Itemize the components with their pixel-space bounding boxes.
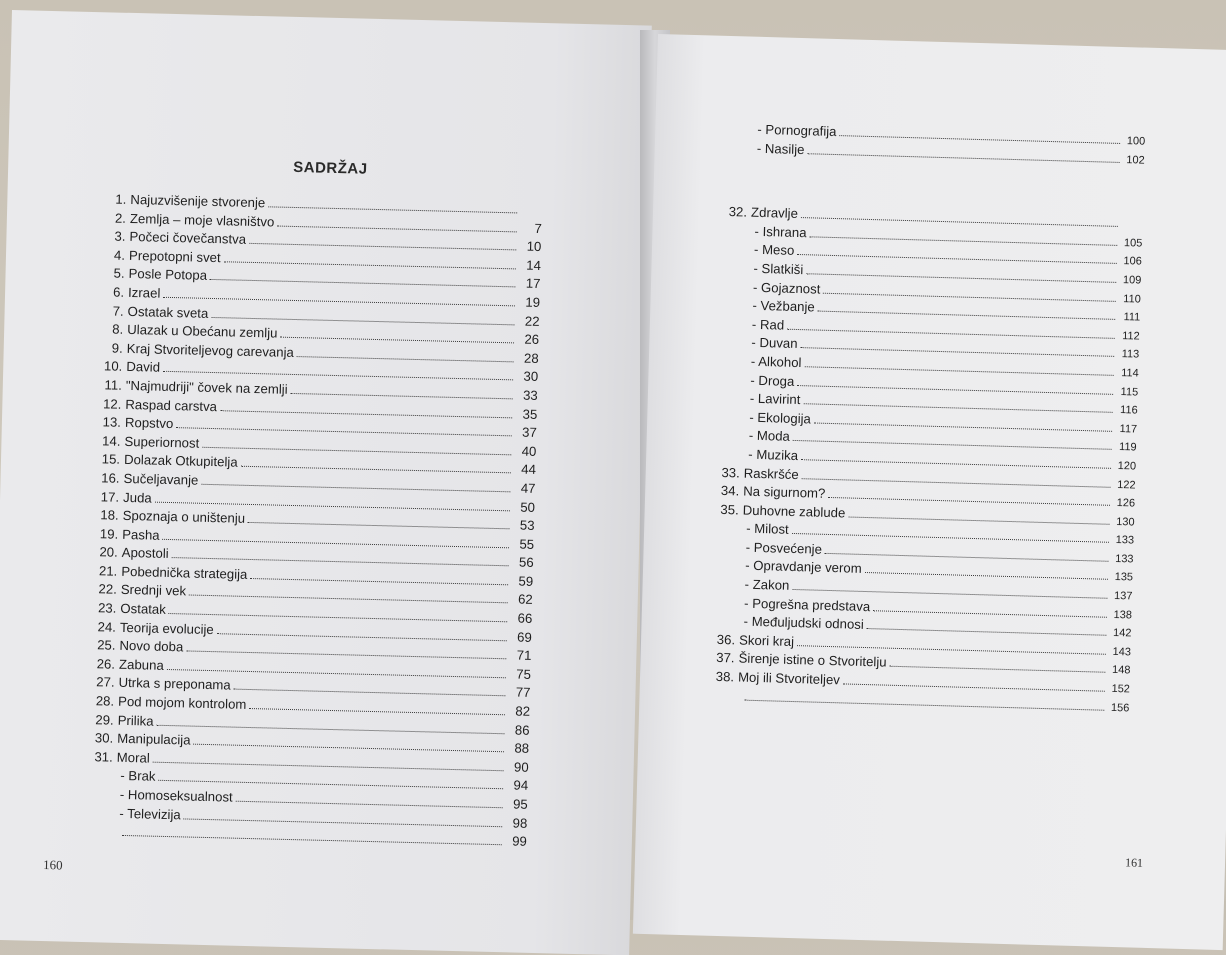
toc-entry-title: Duhovne zablude: [742, 502, 846, 521]
toc-entry-page: 53: [519, 517, 535, 534]
toc-entry-page: 86: [514, 722, 530, 738]
toc-entry-page: 113: [1121, 348, 1140, 361]
toc-entry-page: 75: [516, 666, 532, 682]
toc-entry-page: 117: [1119, 422, 1138, 436]
toc-entry-number: 23.: [97, 600, 117, 616]
dot-leader: [268, 194, 517, 213]
toc-entry-title: Počeci čovečanstva: [129, 229, 247, 247]
toc-entry-page: 122: [1117, 478, 1136, 492]
toc-entry-title: - Opravdanje verom: [744, 558, 862, 577]
toc-entry-page: 88: [514, 740, 530, 757]
toc-entry-title: - Moda: [748, 428, 791, 445]
toc-entry-page: 37: [521, 424, 538, 441]
toc-entry-page: 120: [1117, 459, 1137, 473]
toc-entry-number: 15.: [101, 451, 121, 468]
toc-entry-number: 8.: [112, 321, 124, 337]
toc-entry-number: 20.: [99, 544, 118, 561]
toc-entry-page: 28: [523, 350, 539, 366]
toc-entry-title: - Slatkiši: [753, 260, 804, 278]
toc-entry-number: 34.: [720, 483, 740, 499]
toc-entry-number: 12.: [102, 395, 122, 412]
toc-entry-page: 99: [511, 833, 528, 850]
toc-entry-page: 133: [1115, 534, 1135, 547]
toc-entry-title: Zemlja – moje vlasništvo: [129, 210, 275, 230]
toc-entry-page: 10: [526, 238, 542, 255]
toc-entry-page: 44: [521, 461, 537, 478]
toc-entry-number: 18.: [100, 507, 119, 523]
toc-entry-number: 30.: [94, 730, 114, 746]
toc-entry-page: 90: [513, 759, 529, 775]
toc-entry-title: Dolazak Otkupitelja: [123, 452, 238, 470]
toc-entry-number: 36.: [716, 631, 736, 648]
toc-entry-page: 82: [515, 703, 531, 719]
toc-entry-number: 37.: [716, 650, 735, 666]
toc-entry-page: 111: [1123, 311, 1141, 324]
toc-entry-title: Ropstvo: [124, 415, 174, 432]
toc-entry-page: 148: [1111, 664, 1131, 677]
toc-entry-page: 30: [523, 368, 539, 385]
toc-entry-title: - Zakon: [744, 576, 790, 593]
toc-entry-page: 105: [1123, 236, 1143, 250]
toc-entry-title: - Duvan: [751, 335, 798, 352]
toc-entry-page: 133: [1114, 552, 1134, 566]
toc-entry-title: Superiornost: [124, 433, 200, 451]
toc-entry-number: 6.: [112, 284, 125, 300]
toc-entry-title: Teorija evolucije: [119, 619, 214, 637]
toc-entry-number: 9.: [111, 340, 123, 356]
toc-entry-page: 50: [520, 499, 536, 515]
right-page: [633, 34, 1226, 950]
toc-entry-number: 5.: [113, 265, 125, 282]
toc-entry-page: 47: [520, 480, 536, 496]
toc-entry-number: 10.: [103, 358, 123, 375]
toc-entry-page: 66: [517, 610, 533, 626]
toc-entry-number: 35.: [720, 501, 739, 518]
toc-entry-page: 55: [519, 536, 535, 552]
toc-entry-title: David: [126, 359, 161, 376]
toc-entry-title: Posle Potopa: [128, 266, 208, 284]
toc-entry-page: 56: [518, 554, 534, 571]
toc-entry-page: 71: [516, 647, 532, 664]
toc-entry-title: - Homoseksualnost: [119, 786, 233, 805]
toc-entry-page: 17: [525, 276, 541, 292]
toc-entry-page: 77: [515, 684, 531, 701]
toc-entry-number: 33.: [721, 464, 740, 480]
toc-entry-page: 116: [1119, 404, 1138, 417]
toc-entry-title: Moral: [116, 749, 150, 766]
toc-entry-title: - Milost: [746, 520, 789, 538]
toc-entry-page: 143: [1112, 645, 1132, 659]
toc-entry-number: 16.: [101, 470, 120, 486]
toc-entry-page: 137: [1113, 590, 1133, 603]
toc-entry-number: 19.: [99, 525, 119, 542]
toc-entry-page: [520, 213, 542, 214]
page-number-right: 161: [1124, 855, 1144, 870]
toc-entry-page: 102: [1126, 153, 1145, 167]
toc-entry-page: 109: [1122, 274, 1142, 287]
toc-entry-title: Pod mojom kontrolom: [117, 693, 247, 712]
toc-entry-title: - Meso: [753, 242, 795, 259]
toc-entry-title: Na sigurnom?: [743, 483, 826, 501]
toc-entry-number: 11.: [104, 377, 123, 393]
toc-entry-title: - Ekologija: [749, 409, 812, 427]
toc-entry-title: - Gojaznost: [752, 279, 821, 297]
toc-entry-title: Sučeljavanje: [123, 470, 199, 488]
toc-entry-page: 19: [525, 294, 541, 310]
toc-list-left: [87, 190, 543, 851]
toc-entry-title: Širenje istine o Stvoritelju: [738, 650, 887, 671]
toc-entry-number: 27.: [96, 674, 115, 691]
toc-entry-title: "Najmudriji" čovek na zemlji: [125, 377, 288, 397]
toc-entry-page: 59: [518, 573, 534, 589]
toc-entry-number: 31.: [94, 749, 113, 765]
toc-entry-number: 32.: [728, 204, 748, 220]
toc-entry-title: - Alkohol: [750, 353, 802, 371]
toc-entry-page: 112: [1122, 329, 1140, 343]
toc-entry-title: - Međuljudski odnosi: [743, 613, 865, 633]
toc-entry-title: - Pogrešna predstava: [743, 595, 871, 614]
toc-entry-number: 29.: [95, 711, 114, 728]
toc-list-right: [709, 120, 1145, 717]
toc-entry-page: 62: [517, 592, 533, 608]
toc-entry-number: 26.: [96, 656, 116, 672]
toc-entry-page: 22: [524, 313, 540, 329]
toc-entry-number: 4.: [113, 247, 126, 263]
toc-entry-page: 35: [522, 406, 538, 422]
toc-entry-title: Prilika: [117, 712, 154, 729]
toc-entry-title: Apostoli: [121, 545, 169, 562]
toc-entry-page: 130: [1116, 515, 1135, 529]
toc-entry-page: 98: [512, 815, 528, 831]
toc-entry-title: Prepotopni svet: [128, 247, 221, 265]
toc-entry-page: 26: [524, 331, 540, 348]
toc-entry-page: 95: [512, 796, 528, 812]
toc-entry-title: - Vežbanje: [752, 297, 815, 315]
toc-entry-title: - Droga: [750, 372, 795, 389]
toc-entry-title: Ulazak u Obećanu zemlju: [127, 322, 278, 341]
toc-entry-title: - Brak: [120, 768, 156, 785]
toc-entry-page: 135: [1114, 571, 1134, 584]
toc-entry-title: [709, 699, 741, 700]
toc-entry-title: Raspad carstva: [125, 396, 218, 414]
toc-entry-number: 17.: [100, 488, 120, 505]
toc-entry-page: 156: [1110, 701, 1130, 715]
toc-entry-number: 25.: [96, 637, 116, 653]
toc-entry-title: Juda: [122, 489, 152, 506]
toc-entry-page: 152: [1111, 682, 1131, 696]
toc-entry-title: Skori kraj: [738, 632, 795, 649]
toc-entry-title: Spoznaja o uništenju: [122, 507, 246, 526]
toc-entry-page: 110: [1123, 292, 1141, 306]
toc-entry-title: - Posvećenje: [745, 539, 823, 557]
page-number-left: 160: [42, 857, 63, 873]
toc-entry-title: Najuzvišenije stvorenje: [130, 191, 266, 211]
toc-entry-page: 69: [516, 629, 533, 645]
toc-entry-page: 115: [1120, 385, 1139, 399]
toc-entry-title: Moj ili Stvoriteljev: [737, 669, 841, 688]
toc-entry-title: Ostatak: [120, 600, 167, 617]
toc-entry-title: Kraj Stvoriteljevog carevanja: [126, 340, 295, 360]
toc-entry-title: - Rad: [751, 316, 785, 333]
toc-entry-title: Raskršće: [743, 465, 799, 482]
toc-entry-number: 22.: [98, 581, 118, 598]
toc-entry-page: 7: [534, 220, 543, 236]
toc-entry-title: - Pornografija: [757, 121, 837, 140]
toc-entry-number: 14.: [101, 433, 121, 449]
toc-entry-page: 14: [526, 257, 542, 273]
toc-entry-page: 126: [1116, 497, 1136, 510]
toc-entry-title: Novo doba: [119, 638, 184, 655]
toc-entry-title: Pobednička strategija: [121, 563, 248, 582]
toc-entry-page: 106: [1123, 255, 1142, 268]
toc-entry-page: 114: [1121, 367, 1139, 380]
toc-entry-title: - Lavirint: [749, 390, 801, 408]
toc-entry-number: 7.: [112, 303, 124, 319]
toc-entry-number: 13.: [102, 414, 122, 430]
toc-entry-title: Manipulacija: [117, 731, 191, 748]
toc-entry-title: - Televizija: [119, 805, 181, 822]
toc-entry-number: 1.: [115, 191, 127, 207]
toc-entry-number: 2.: [114, 210, 127, 226]
toc-entry-title: Srednji vek: [120, 582, 187, 599]
toc-entry-page: 100: [1126, 135, 1146, 148]
toc-entry-number: 3.: [114, 228, 126, 245]
toc-entry-title: Zabuna: [118, 656, 164, 673]
toc-entry-page: 94: [513, 777, 529, 794]
toc-entry-page: 119: [1118, 441, 1137, 454]
toc-entry-title: Zdravlje: [750, 204, 799, 222]
toc-entry-title: Utrka s preponama: [118, 675, 231, 693]
toc-entry-title: [87, 835, 119, 836]
left-page: [0, 10, 652, 955]
toc-entry-number: 24.: [97, 618, 117, 635]
toc-entry-number: 38.: [715, 668, 735, 685]
toc-entry-number: 21.: [98, 563, 118, 579]
toc-entry-title: - Ishrana: [754, 223, 807, 241]
toc-entry-page: 142: [1112, 627, 1132, 640]
toc-entry-title: - Nasilje: [756, 140, 805, 157]
toc-entry-page: [1121, 227, 1143, 228]
toc-entry-number: 28.: [95, 693, 115, 709]
toc-list-right-main: [709, 203, 1143, 717]
toc-entry-page: 33: [522, 387, 538, 403]
page-title: SADRŽAJ: [293, 158, 368, 178]
toc-entry-page: 40: [521, 443, 537, 459]
toc-entry-title: - Muzika: [748, 446, 799, 463]
toc-entry-page: 138: [1113, 608, 1133, 622]
toc-entry-title: Izrael: [127, 284, 161, 301]
toc-entry-title: Pasha: [122, 526, 160, 543]
dot-leader: [839, 123, 1120, 144]
toc-entry-title: Ostatak sveta: [127, 303, 209, 321]
